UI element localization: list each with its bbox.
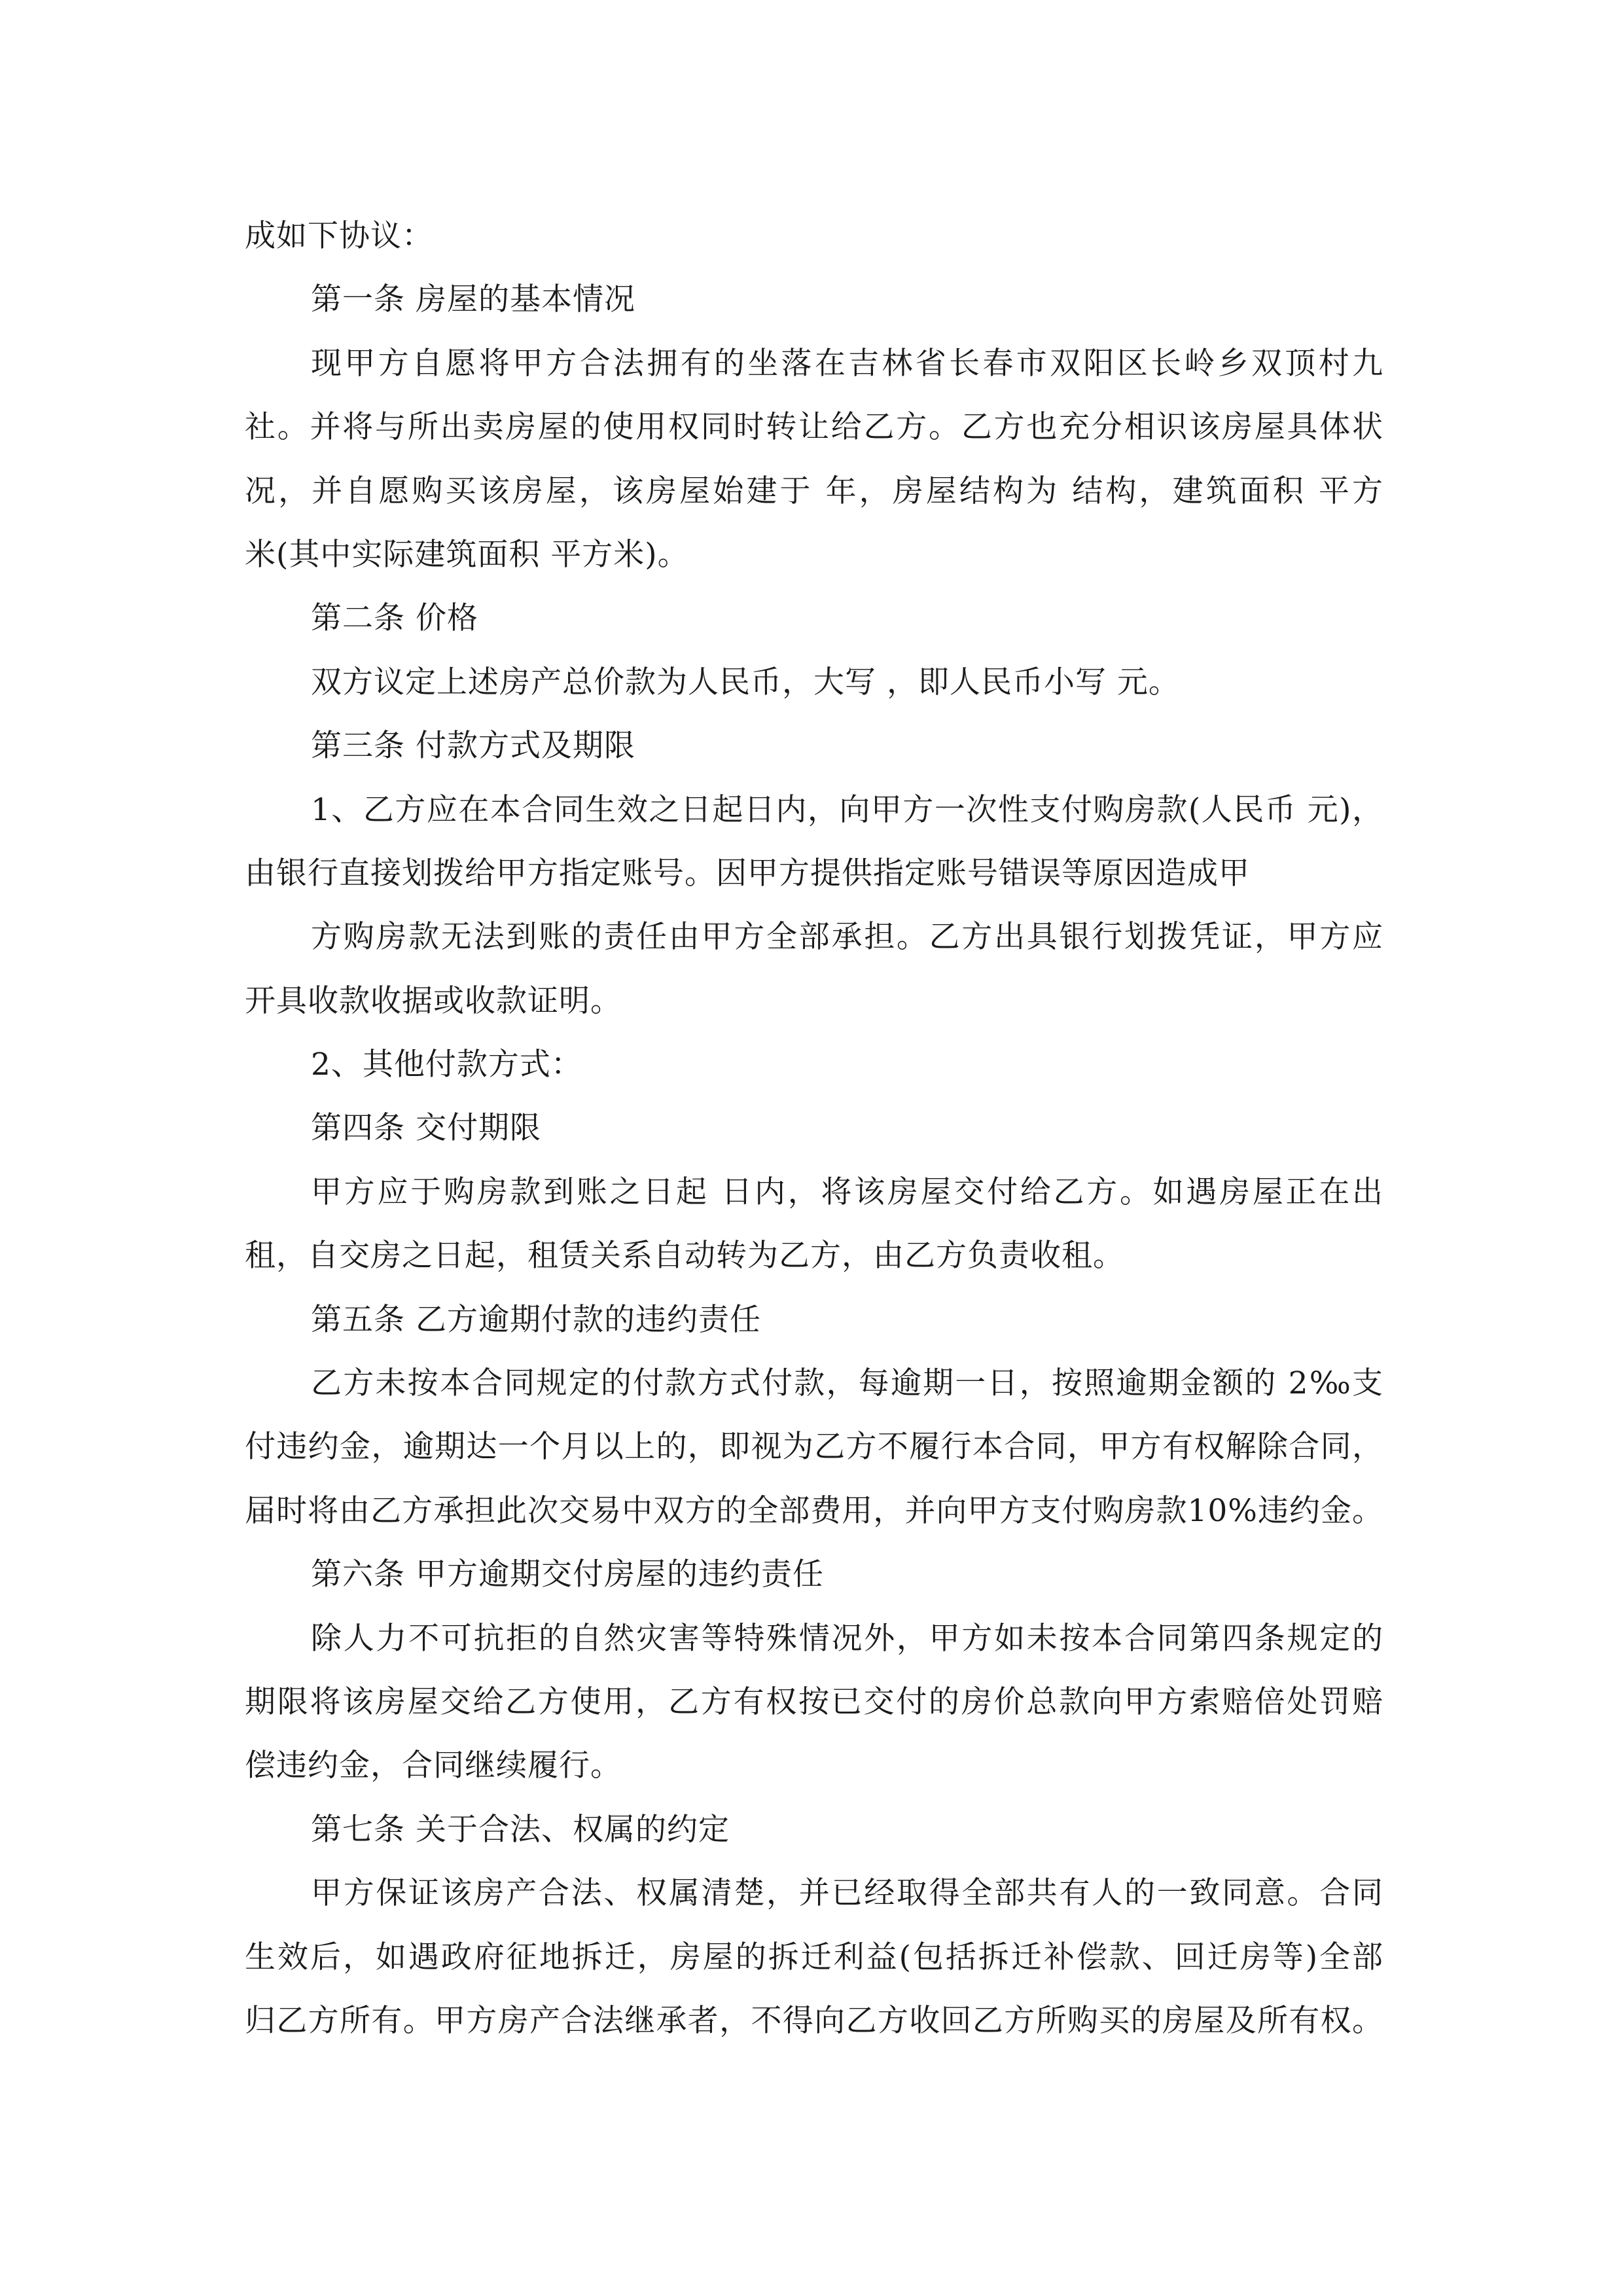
text-line: 米(其中实际建筑面积 平方米)。: [245, 536, 689, 573]
article-heading: 第六条 甲方逾期交付房屋的违约责任: [311, 1556, 824, 1593]
text-line: 况，并自愿购买该房屋，该房屋始建于 年，房屋结构为 结构，建筑面积 平方: [245, 473, 1383, 509]
article-heading: 第四条 交付期限: [311, 1110, 541, 1147]
text-line: 甲方保证该房产合法、权属清楚，并已经取得全部共有人的一致同意。合同: [311, 1875, 1383, 1912]
article-heading: 第七条 关于合法、权属的约定: [311, 1811, 730, 1848]
text-line: 双方议定上述房产总价款为人民币，大写 ，即人民币小写 元。: [311, 664, 1180, 700]
article-heading: 第二条 价格: [311, 600, 478, 637]
article-heading: 第五条 乙方逾期付款的违约责任: [311, 1301, 761, 1338]
text-line: 2、其他付款方式：: [311, 1047, 582, 1083]
text-line: 现甲方自愿将甲方合法拥有的坐落在吉林省长春市双阳区长岭乡双顶村九: [311, 345, 1383, 382]
text-line: 归乙方所有。甲方房产合法继承者，不得向乙方收回乙方所购买的房屋及所有权。: [245, 2002, 1383, 2039]
text-line: 届时将由乙方承担此次交易中双方的全部费用，并向甲方支付购房款10%违约金。: [245, 1492, 1383, 1529]
text-line: 甲方应于购房款到账之日起 日内，将该房屋交付给乙方。如遇房屋正在出: [311, 1174, 1383, 1210]
text-line: 偿违约金，合同继续履行。: [245, 1748, 622, 1784]
text-line: 社。并将与所出卖房屋的使用权同时转让给乙方。乙方也充分相识该房屋具体状: [245, 409, 1383, 446]
text-line: 方购房款无法到账的责任由甲方全部承担。乙方出具银行划拨凭证，甲方应: [311, 919, 1383, 956]
contract-body: [245, 204, 1383, 2053]
text-line: 租，自交房之日起，租赁关系自动转为乙方，由乙方负责收租。: [245, 1238, 1124, 1274]
text-line: 付违约金，逾期达一个月以上的，即视为乙方不履行本合同，甲方有权解除合同，: [245, 1429, 1383, 1465]
text-line: 1、乙方应在本合同生效之日起日内，向甲方一次性支付购房款(人民币 元)，: [311, 791, 1383, 828]
text-line: 开具收款收据或收款证明。: [245, 982, 622, 1019]
text-line: 除人力不可抗拒的自然灾害等特殊情况外，甲方如未按本合同第四条规定的: [311, 1620, 1383, 1657]
article-heading: 第一条 房屋的基本情况: [311, 281, 635, 318]
text-line: 乙方未按本合同规定的付款方式付款，每逾期一日，按照逾期金额的 2‰支: [311, 1365, 1383, 1402]
text-line: 生效后，如遇政府征地拆迁，房屋的拆迁利益(包括拆迁补偿款、回迁房等)全部: [245, 1939, 1383, 1975]
text-line: 期限将该房屋交给乙方使用，乙方有权按已交付的房价总款向甲方索赔倍处罚赔: [245, 1683, 1383, 1720]
article-heading: 第三条 付款方式及期限: [311, 728, 635, 764]
text-line: 由银行直接划拨给甲方指定账号。因甲方提供指定账号错误等原因造成甲: [245, 855, 1250, 891]
text-line: 成如下协议：: [245, 218, 433, 254]
